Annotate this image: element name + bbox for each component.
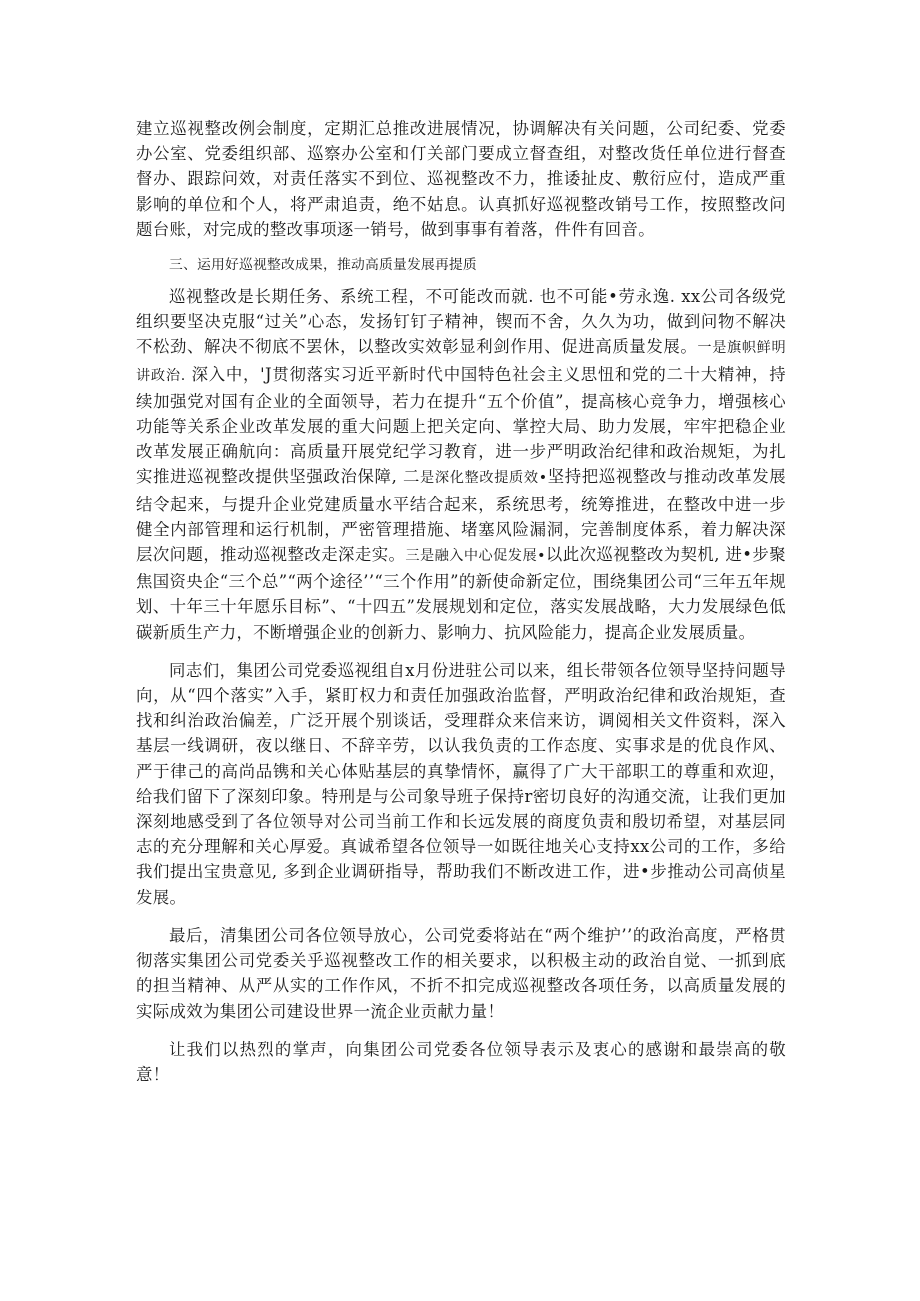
paragraph-apply-results: [136, 284, 786, 645]
emphasis-deepen-rectification: 是深化整改提质效•: [420, 470, 548, 487]
spacer: [136, 645, 786, 658]
section-heading-3: 三、运用好巡视整改成果，推动高质量发展再提质: [169, 257, 477, 274]
document-page: [136, 116, 786, 1087]
paragraph-comrades: 同志们，集团公司党委巡视组自x月份进驻公司以来，组长带领各位领导坚持问题导向，从“四个落实”入手，紧盯权力和责任加强政治监督，严明政治纪律和政治规矩，查找和纠治政治偏差，广泛开展个别谈话，受理群众来信来访，调阅相关文件资料，深入基层一线调研，夜以继日、不辞辛劳，以认我负责的工作态度、实事求是的优良作风、严于律己的高尚品镌和关心体贴基层的真挚情怀，赢得了广大干部职工的尊重和欢迎，给我们留下了深刻印象。特刑是与公司象导班子保持r密切良好的沟通交流，让我们更加深刻地感受到了各位领导对公司当前工作和长远发展的商度负责和殷切希望，对基层同志的充分理解和关心厚爱。真诚希望各位领导一如既往地关心支持xx公司的工作，多给我们提出宝贵意见, 多到企业调研指导，帮助我们不断改进工作，进•步推动公司高侦星发展。: [136, 660, 786, 907]
paragraph-finally: 最后，清集团公司各位领导放心，公司党委将站在“两个维护’’的政治高度，严格贯彻落实集团公司党委关乎巡视整改工作的相关要求，以积极主动的政治自觉、一抓到底的担当精神、从严从实的工作作风，不折不扣完成巡视整改各项任务，以高质量发展的实际成效为集团公司建设世界一流企业贡献力量！: [136, 925, 786, 1021]
spacer: [136, 1024, 786, 1037]
paragraph-rectification-system: 建立巡视整改例会制度，定期汇总推改进展情况，协调解决有关问题，公司纪委、党委办公室、党委组织部、巡察办公室和仃关部门要成立督查组，对整改货任单位进行督查督办、跟踪问效，对责任落实不到位、巡视整改不力，推诿扯皮、敷衍应付，造成严重影响的单位和个人，将严肃追责，绝不姑息。认真抓好巡视整改销号工作，按照整改问题台账，对完成的整改事项逐一销号，做到事事有着落，件件有回音。: [136, 119, 786, 239]
spacer: [136, 242, 786, 254]
text-run: 坚持把巡视整改与推动改革发展结令起来，与提升企业党建质量水平结合起来，系统思考，统筹推进，在整改中进一步健全内部管理和运行机制，严密管理措施、堵塞风险漏洞，完善制度体系，着力解决深层次问题，推动巡视整改走深走实。: [136, 467, 786, 565]
text-run: 巡视整改是长期任务、系统工程，不可能改而就. 也不可能•劳永逸. xx公司各级党组织要坚决克服“过关”心态，发扬钉钉子精神，锲而不舍，久久为功，做到问物不解决不松劲、解决不彻底不罢休，以整改实效彰显利剑作用、促进高质量发展。: [136, 287, 786, 357]
emphasis-integrate-center: 三是融入中心促发展•: [405, 548, 546, 565]
emphasis-politics: 一是旗帜鲜明讲政治.: [136, 340, 786, 384]
spacer: [136, 910, 786, 923]
paragraph-closing-thanks: 让我们以热烈的掌声，向集团公司党委各位领导表示及衷心的感谢和最崇高的敬意！: [136, 1039, 786, 1084]
text-run: 以此次巡视整改为契机, 进•步聚焦国资央企“三个总”“两个途径’’“三个作用”的新使命新定位，围绕集团公司“三年五年规划、十年三十年愿乐目标”、“十四五”发展规划和定位，落实发展战略，大力发展绿色低碳新质生产力，不断增强企业的创新力、影响力、抗风险能力，提高企业发展质量。: [136, 545, 786, 642]
text-run: 深入中，'J贯彻落实习近平新时代中国特色社会主义思忸和党的二十大精神，持续加强党对国有企业的全面领导，若力在提升“五个价值”，提高核心竞争力，增强核心功能等关系企业改革发展的重大问题上把关定向、掌控大局、助力发展，牢牢把稳企业改革发展正确航向：高质量幵展党纪学习教育，进一步严明政治纪律和政治规矩，为扎实推进巡视整改提供坚强政治保障, 二: [136, 364, 787, 487]
